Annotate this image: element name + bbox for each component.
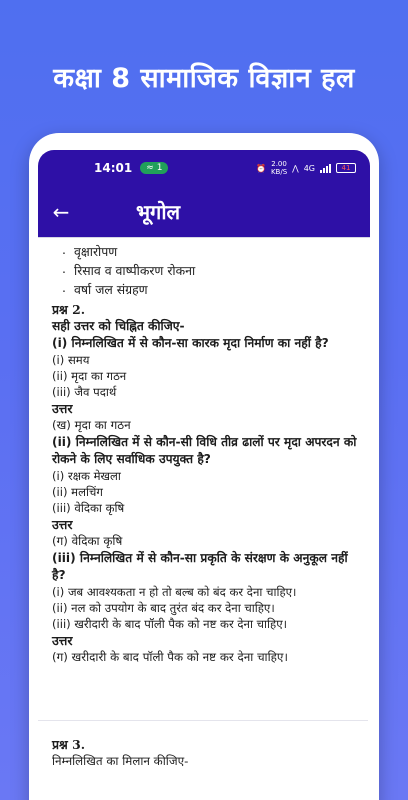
answer-text: (ख) मृदा का गठन [52,418,131,432]
page-title: भूगोल [136,200,181,224]
network-type: 4G [303,163,315,173]
answer-label: उत्तर [52,401,73,416]
option: (iii) खरीदारी के बाद पॉली पैक को नष्ट कर देना चाहिए। [52,617,288,631]
option: (iii) वेदिका कृषि [52,501,125,515]
option: (iii) जैव पदार्थ [52,385,117,399]
status-time: 14:01 [94,161,133,175]
chapter-content [38,238,370,770]
promo-title: कक्षा 8 सामाजिक विज्ञान हल [53,63,355,94]
battery-level: 41 [341,164,351,172]
wifi-icon: ⋀ [292,163,299,173]
speed-unit: KB/S [270,168,288,176]
app-bar [38,186,370,238]
speed-value: 2.00 [271,160,287,168]
list-item: . वर्षा जल संग्रहण [60,280,363,299]
question-intro: निम्नलिखित का मिलान कीजिए- [52,754,189,768]
option: (i) जब आवश्यकता न हो तो बल्ब को बंद कर देना चाहिए। [52,585,297,599]
question-heading: प्रश्न 2. [52,302,86,317]
signal-icon [320,164,331,173]
answer-label: उत्तर [52,633,73,648]
data-saver-icon: ≈ [146,163,154,173]
status-bar [38,150,370,186]
list-item: . रिसाव व वाष्पीकरण रोकना [60,261,363,280]
arrow-left-icon: ← [52,199,70,224]
question-text: (i) निम्नलिखित में से कौन-सा कारक मृदा निर्माण का नहीं है? [52,336,329,350]
question-intro: सही उत्तर को चिह्नित कीजिए- [52,319,185,333]
question-section-3 [52,721,363,770]
back-button[interactable] [38,186,84,238]
data-pill-count: 1 [156,163,163,173]
alarm-icon: ⏰ [255,163,266,173]
answer-label: उत्तर [52,517,73,532]
app-screen [38,150,370,800]
list-item: . वृक्षारोपण [60,242,363,261]
option: (ii) नल को उपयोग के बाद तुरंत बंद कर देना चाहिए। [52,601,275,615]
option: (i) समय [52,353,90,367]
network-speed [271,160,287,176]
status-icons [256,160,356,176]
data-usage-pill [140,162,168,174]
answer-text: (ग) खरीदारी के बाद पॉली पैक को नष्ट कर देना चाहिए। [52,650,288,664]
battery-icon [336,163,356,173]
question-heading: प्रश्न 3. [52,737,86,752]
question-text: (iii) निम्नलिखित में से कौन-सा प्रकृति के संरक्षण के अनुकूल नहीं है? [52,551,348,582]
option: (i) रक्षक मेखला [52,469,121,483]
bullet-list [52,242,363,299]
phone-frame [29,133,379,800]
question-text: (ii) निम्नलिखित में से कौन-सी विधि तीव्र ढालों पर मृदा अपरदन को रोकने के लिए सर्वाधिक उपयुक्त है? [52,435,357,466]
option: (ii) मलचिंग [52,485,103,499]
option: (ii) मृदा का गठन [52,369,127,383]
answer-text: (ग) वेदिका कृषि [52,534,123,548]
